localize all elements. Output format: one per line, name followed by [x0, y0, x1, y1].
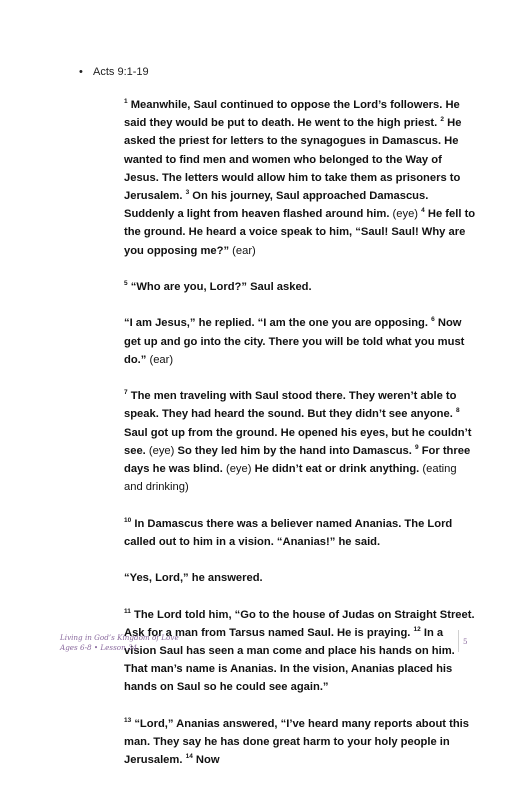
passage-paragraph	[124, 314, 476, 369]
verse-number: 3	[185, 189, 190, 197]
sense-note: (ear)	[232, 244, 256, 257]
verse-number: 14	[185, 753, 193, 761]
verse-number: 2	[440, 116, 444, 124]
sense-note: (eating and drinking)	[124, 463, 457, 494]
verse-number: 6	[431, 316, 435, 324]
scripture-reference: Acts 9:1-19	[93, 66, 149, 78]
verse-number: 12	[413, 625, 421, 633]
verse-text: Meanwhile, Saul continued to oppose the Lord’s followers. He said they would be put to death. He went to the high priest.	[124, 99, 460, 130]
passage-paragraph	[124, 569, 476, 587]
verse-text: The men traveling with Saul stood there. They weren’t able to speak. They had heard the sound. But they didn’t see anyone.	[124, 390, 457, 421]
verse-text: On his journey, Saul approached Damascus. Suddenly a light from heaven flashed around him.	[124, 190, 429, 221]
footer-lesson-info: Ages 6-8 • Lesson 34	[60, 643, 138, 652]
verse-text: He asked the priest for letters to the synagogues in Damascus. He wanted to find men and women who belonged to the Way of Jesus. The letters would allow him to take them as prisoners to Jerusalem.	[124, 117, 462, 203]
bullet-icon: •	[79, 66, 83, 78]
verse-text: “I am Jesus,” he replied. “I am the one you are opposing.	[124, 317, 432, 330]
verse-number: 4	[421, 207, 425, 215]
passage-paragraph	[124, 515, 476, 551]
verse-text: “Lord,” Ananias answered, “I’ve heard many reports about this man. They say he has done great harm to your holy people in Jerusalem.	[124, 717, 470, 767]
verse-text: “Yes, Lord,” he answered.	[124, 572, 263, 585]
verse-text: For three days he was blind.	[124, 444, 471, 476]
verse-number: 9	[414, 443, 419, 451]
verse-text: The Lord told him, “Go to the house of Judas on Straight Street. Ask for a man from Tarsus named Saul. He is praying.	[124, 608, 475, 639]
verse-text: So they led him by the hand into Damascus.	[177, 444, 415, 457]
verse-text: He didn’t eat or drink anything.	[254, 463, 423, 476]
sense-note: (eye)	[225, 463, 255, 476]
verse-number: 11	[124, 607, 131, 615]
verse-number: 10	[124, 516, 132, 524]
verse-number: 5	[124, 280, 128, 288]
sense-note: (eye)	[392, 208, 422, 221]
verse-number: 13	[124, 716, 132, 724]
passage-paragraph	[124, 278, 476, 296]
footer-divider	[458, 630, 459, 652]
scripture-reference-item	[79, 66, 149, 78]
verse-text: In Damascus there was a believer named Ananias. The Lord called out to him in a vision. “Ananias!” he said.	[124, 517, 453, 548]
sense-note: (ear)	[149, 353, 174, 366]
sense-note: (eye)	[148, 444, 178, 457]
passage-paragraph	[124, 96, 476, 260]
verse-number: 7	[124, 389, 128, 397]
verse-text: Now get up and go into the city. There you will be told what you must do.”	[124, 317, 465, 366]
footer-curriculum-info	[60, 633, 179, 653]
verse-text: He fell to the ground. He heard a voice speak to him, “Saul! Saul! Why are you opposing me?”	[124, 208, 476, 257]
verse-text: “Who are you, Lord?” Saul asked.	[127, 281, 312, 294]
scripture-passage	[124, 96, 476, 788]
page-number: 5	[463, 637, 468, 646]
passage-paragraph	[124, 387, 476, 496]
footer-series-title: Living in God’s Kingdom of Love	[60, 633, 179, 642]
verse-text: Now	[192, 754, 220, 767]
passage-paragraph	[124, 715, 476, 770]
verse-text: Saul got up from the ground. He opened his eyes, but he couldn’t see.	[124, 426, 472, 457]
verse-number: 1	[124, 98, 128, 105]
verse-text: In a vision Saul has seen a man come and place his hands on him. That man’s name is Ananias. In the vision, Ananias placed his hands on Saul so he could see again.”	[124, 626, 455, 694]
verse-number: 8	[455, 407, 460, 415]
